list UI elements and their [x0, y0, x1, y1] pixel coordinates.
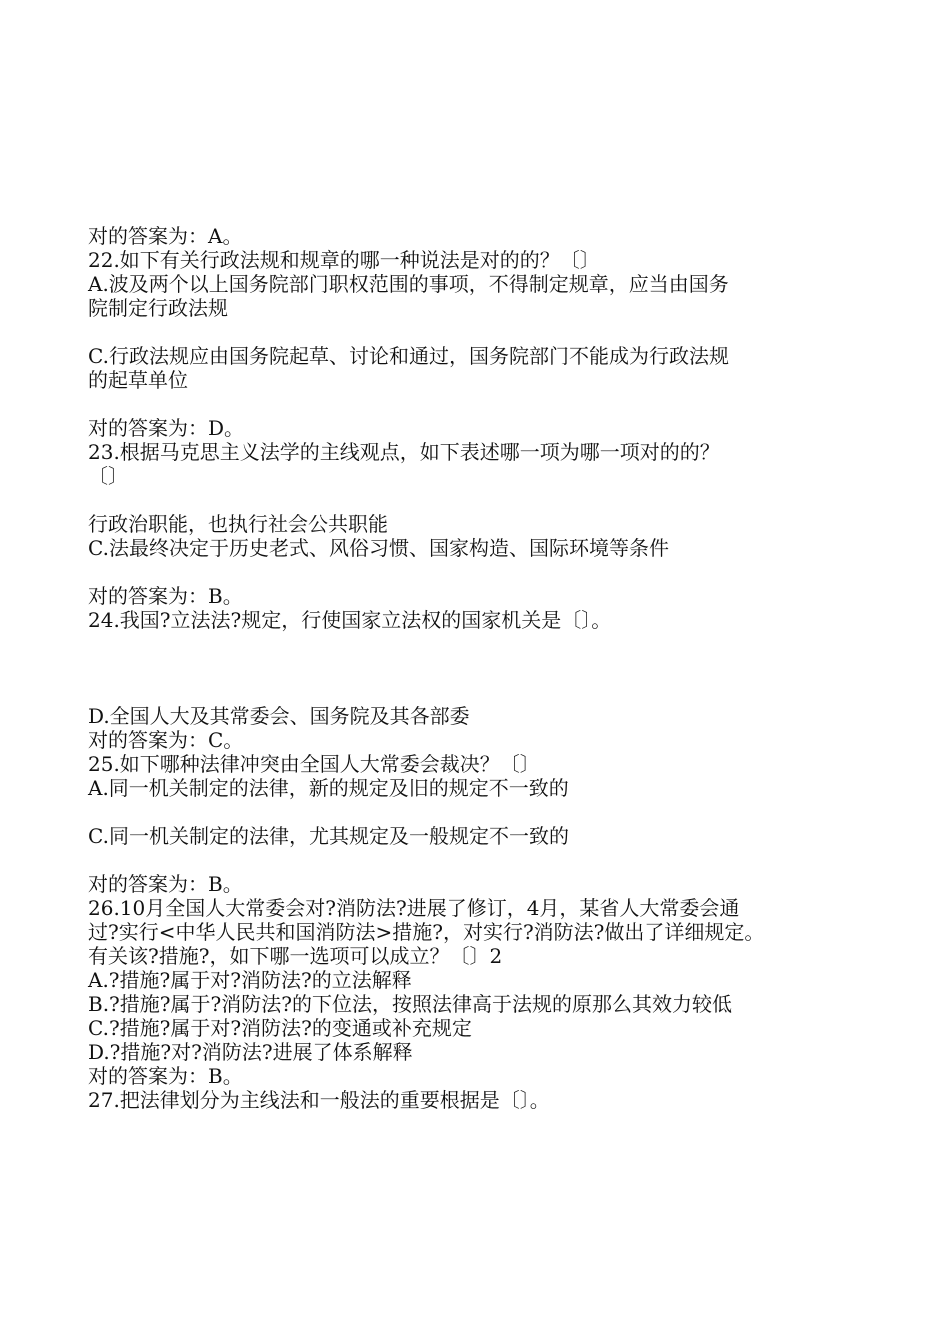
option-c: C.行政法规应由国务院起草、讨论和通过，国务院部门不能成为行政法规 — [88, 344, 729, 368]
option-a: A.波及两个以上国务院部门职权范围的事项，不得制定规章，应当由国务 — [88, 272, 729, 296]
answer-line: 对的答案为：B。 — [88, 872, 243, 896]
blank-line — [88, 320, 888, 344]
answer-line: 对的答案为：D。 — [88, 416, 245, 440]
answer-line: 对的答案为：B。 — [88, 584, 243, 608]
question-25: 25.如下哪种法律冲突由全国人大常委会裁决？〔〕 — [88, 752, 540, 776]
answer-line: 对的答案为：B。 — [88, 1064, 243, 1088]
question-23-cont: 〔〕 — [88, 464, 128, 488]
question-26-cont: 过?实行<中华人民共和国消防法>措施?，对实行?消防法?做出了详细规定。 — [88, 920, 765, 944]
option-b: B.?措施?属于?消防法?的下位法，按照法律高于法规的原那么其效力较低 — [88, 992, 732, 1016]
question-23: 23.根据马克思主义法学的主线观点，如下表述哪一项为哪一项对的的？ — [88, 440, 720, 464]
option-c: C.法最终决定于历史老式、风俗习惯、国家构造、国际环境等条件 — [88, 536, 669, 560]
question-22: 22.如下有关行政法规和规章的哪一种说法是对的的？〔〕 — [88, 248, 600, 272]
blank-line — [88, 848, 888, 872]
option-a-cont: 院制定行政法规 — [88, 296, 228, 320]
blank-line — [88, 560, 888, 584]
document-page — [88, 224, 888, 1112]
blank-line — [88, 392, 888, 416]
option-a: A.同一机关制定的法律，新的规定及旧的规定不一致的 — [88, 776, 569, 800]
question-26: 26.10月全国人大常委会对?消防法?进展了修订，4月，某省人大常委会通 — [88, 896, 740, 920]
option-c: C.?措施?属于对?消防法?的变通或补充规定 — [88, 1016, 472, 1040]
question-27: 27.把法律划分为主线法和一般法的重要根据是〔〕。 — [88, 1088, 550, 1112]
option-d: D.全国人大及其常委会、国务院及其各部委 — [88, 704, 470, 728]
answer-line: 对的答案为：C。 — [88, 728, 244, 752]
option-a: A.?措施?属于对?消防法?的立法解释 — [88, 968, 412, 992]
option-c: C.同一机关制定的法律，尤其规定及一般规定不一致的 — [88, 824, 569, 848]
answer-line: 对的答案为：A。 — [88, 224, 243, 248]
blank-line — [88, 488, 888, 512]
option-d: D.?措施?对?消防法?进展了体系解释 — [88, 1040, 413, 1064]
blank-line — [88, 800, 888, 824]
question-24: 24.我国?立法法?规定，行使国家立法权的国家机关是〔〕。 — [88, 608, 612, 632]
blank-block — [88, 632, 888, 704]
question-26-cont: 有关该?措施?，如下哪一选项可以成立？〔〕2 — [88, 944, 503, 968]
option-fragment: 行政治职能，也执行社会公共职能 — [88, 512, 388, 536]
option-c-cont: 的起草单位 — [88, 368, 188, 392]
